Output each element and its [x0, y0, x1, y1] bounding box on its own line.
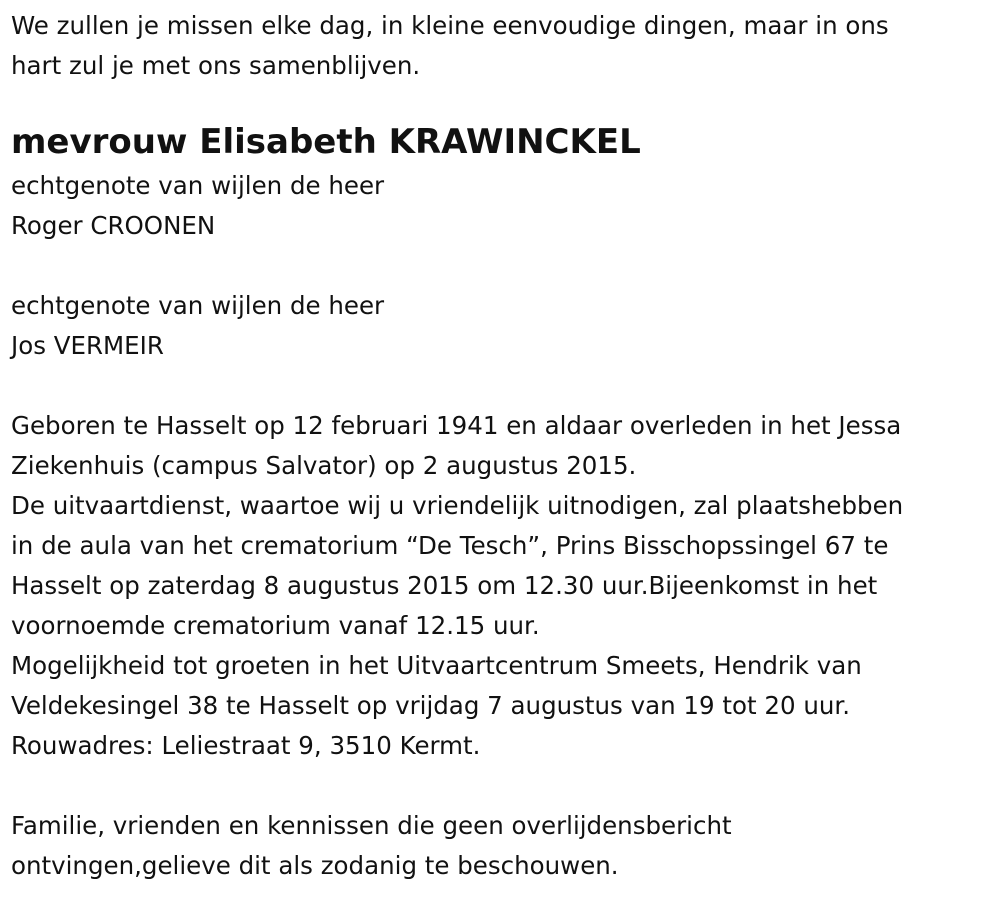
details-line: Hasselt op zaterdag 8 augustus 2015 om 12.30 uur.Bijeenkomst in het: [11, 571, 878, 600]
spouse-relation: echtgenote van wijlen de heer: [11, 291, 385, 320]
obituary-notice: [11, 6, 986, 886]
spouse-block: [11, 286, 986, 366]
motto-line: hart zul je met ons samenblijven.: [11, 51, 421, 80]
motto-line: We zullen je missen elke dag, in kleine eenvoudige dingen, maar in ons: [11, 11, 889, 40]
spouse-relation: echtgenote van wijlen de heer: [11, 171, 385, 200]
details-line: Ziekenhuis (campus Salvator) op 2 augustus 2015.: [11, 451, 637, 480]
spouse-block: [11, 166, 986, 246]
closing-line: ontvingen,gelieve dit als zodanig te beschouwen.: [11, 851, 619, 880]
details-paragraph: [11, 406, 986, 766]
spouse-name: Roger CROONEN: [11, 211, 216, 240]
deceased-name: mevrouw Elisabeth KRAWINCKEL: [11, 122, 641, 162]
details-line: Mogelijkheid tot groeten in het Uitvaartcentrum Smeets, Hendrik van: [11, 651, 862, 680]
details-line: voornoemde crematorium vanaf 12.15 uur.: [11, 611, 540, 640]
details-line: Geboren te Hasselt op 12 februari 1941 en aldaar overleden in het Jessa: [11, 411, 902, 440]
details-line: Veldekesingel 38 te Hasselt op vrijdag 7 augustus van 19 tot 20 uur.: [11, 691, 851, 720]
motto: [11, 6, 986, 86]
details-line: De uitvaartdienst, waartoe wij u vriendelijk uitnodigen, zal plaatshebben: [11, 491, 904, 520]
spacer: [11, 246, 986, 286]
spacer: [11, 766, 986, 806]
spacer: [11, 366, 986, 406]
details-line: in de aula van het crematorium “De Tesch”, Prins Bisschopssingel 67 te: [11, 531, 889, 560]
closing-note: [11, 806, 986, 886]
closing-line: Familie, vrienden en kennissen die geen overlijdensbericht: [11, 811, 732, 840]
spouse-name: Jos VERMEIR: [11, 331, 164, 360]
mourning-address: Rouwadres: Leliestraat 9, 3510 Kermt.: [11, 731, 481, 760]
